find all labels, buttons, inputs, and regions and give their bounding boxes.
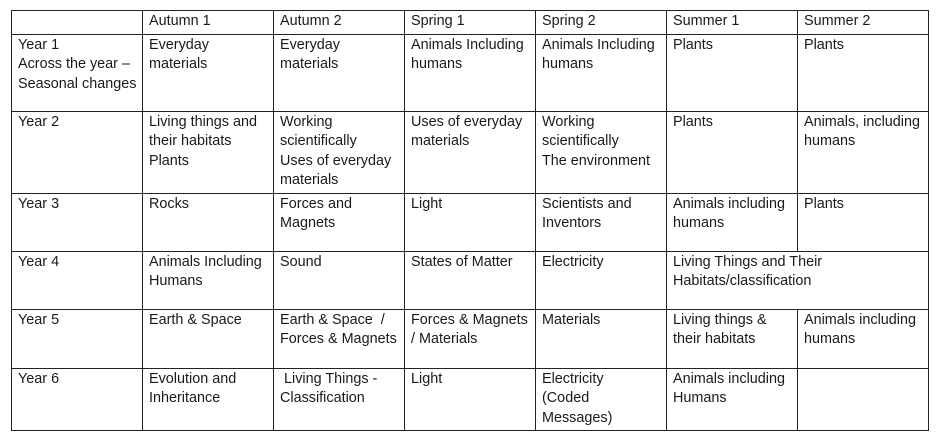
topic-cell: Plants bbox=[798, 34, 929, 111]
topic-cell: Earth & Space bbox=[143, 309, 274, 368]
topic-cell: Living Things - Classification bbox=[274, 368, 405, 431]
science-curriculum-table bbox=[11, 10, 929, 431]
topic-cell: Animals including humans bbox=[798, 309, 929, 368]
topic-cell: Light bbox=[405, 193, 536, 251]
topic-cell-empty bbox=[798, 368, 929, 431]
topic-cell: Animals Including Humans bbox=[143, 251, 274, 309]
topic-cell: Working scientifically Uses of everyday materials bbox=[274, 111, 405, 193]
header-summer-1: Summer 1 bbox=[667, 11, 798, 35]
topic-cell: Animals including Humans bbox=[667, 368, 798, 431]
topic-cell: Living things & their habitats bbox=[667, 309, 798, 368]
topic-cell: Plants bbox=[667, 34, 798, 111]
year-cell: Year 3 bbox=[12, 193, 143, 251]
topic-cell: Sound bbox=[274, 251, 405, 309]
topic-cell: Animals Including humans bbox=[405, 34, 536, 111]
table-row-year-4 bbox=[12, 251, 929, 309]
header-row bbox=[12, 11, 929, 35]
year-cell: Year 5 bbox=[12, 309, 143, 368]
table-row-year-3 bbox=[12, 193, 929, 251]
header-autumn-2: Autumn 2 bbox=[274, 11, 405, 35]
topic-cell: Electricity (Coded Messages) bbox=[536, 368, 667, 431]
topic-cell: Living things and their habitats Plants bbox=[143, 111, 274, 193]
topic-cell: Evolution and Inheritance bbox=[143, 368, 274, 431]
header-spring-1: Spring 1 bbox=[405, 11, 536, 35]
header-autumn-1: Autumn 1 bbox=[143, 11, 274, 35]
topic-cell: Electricity bbox=[536, 251, 667, 309]
topic-cell: Animals, including humans bbox=[798, 111, 929, 193]
topic-cell: Working scientifically The environment bbox=[536, 111, 667, 193]
header-summer-2: Summer 2 bbox=[798, 11, 929, 35]
topic-cell: Everyday materials bbox=[274, 34, 405, 111]
table-row-year-2 bbox=[12, 111, 929, 193]
topic-cell: States of Matter bbox=[405, 251, 536, 309]
topic-cell-merged: Living Things and Their Habitats/classification bbox=[667, 251, 929, 309]
year-cell: Year 1 Across the year – Seasonal changes bbox=[12, 34, 143, 111]
topic-cell: Uses of everyday materials bbox=[405, 111, 536, 193]
topic-cell: Materials bbox=[536, 309, 667, 368]
year-cell: Year 2 bbox=[12, 111, 143, 193]
table-row-year-1 bbox=[12, 34, 929, 111]
topic-cell: Rocks bbox=[143, 193, 274, 251]
topic-cell: Plants bbox=[798, 193, 929, 251]
topic-cell: Scientists and Inventors bbox=[536, 193, 667, 251]
year-cell: Year 4 bbox=[12, 251, 143, 309]
topic-cell: Animals including humans bbox=[667, 193, 798, 251]
year-cell: Year 6 bbox=[12, 368, 143, 431]
topic-cell: Animals Including humans bbox=[536, 34, 667, 111]
table-row-year-6 bbox=[12, 368, 929, 431]
topic-cell: Plants bbox=[667, 111, 798, 193]
header-spring-2: Spring 2 bbox=[536, 11, 667, 35]
topic-cell: Light bbox=[405, 368, 536, 431]
table-row-year-5 bbox=[12, 309, 929, 368]
topic-cell: Forces and Magnets bbox=[274, 193, 405, 251]
topic-cell: Forces & Magnets / Materials bbox=[405, 309, 536, 368]
topic-cell: Everyday materials bbox=[143, 34, 274, 111]
topic-cell: Earth & Space / Forces & Magnets bbox=[274, 309, 405, 368]
header-cell-empty bbox=[12, 11, 143, 35]
